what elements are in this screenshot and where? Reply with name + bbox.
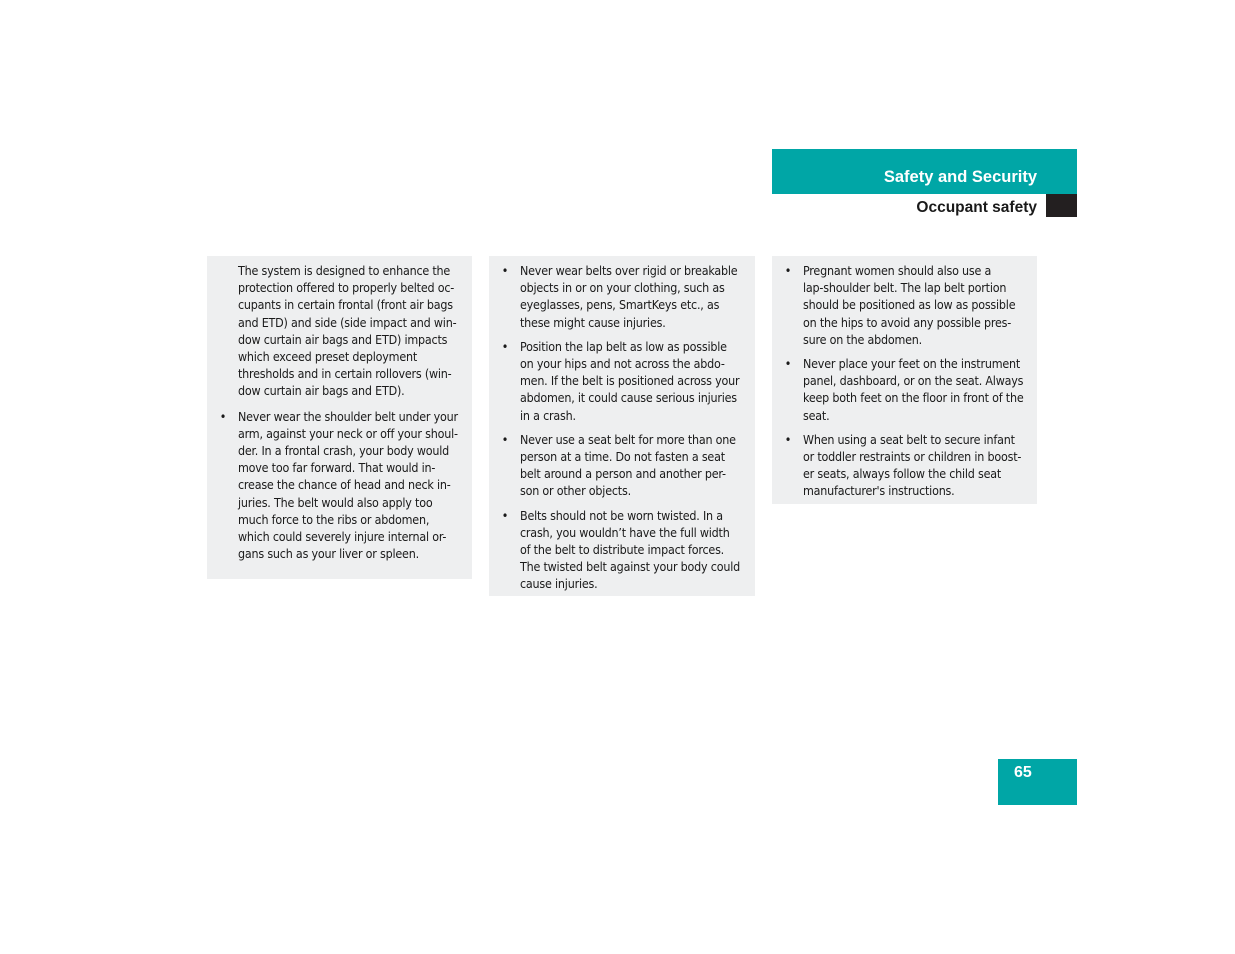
text-line: sure on the abdomen. [803, 331, 922, 347]
page-number: 65 [1014, 764, 1032, 781]
bullet-item [781, 355, 1029, 424]
paragraph-item [216, 262, 464, 400]
text-line: arm, against your neck or off your shoul- [238, 425, 458, 441]
bullet-marker: • [784, 431, 792, 447]
bullet-marker: • [501, 507, 509, 523]
bullet-item [498, 507, 747, 593]
text-line: Pregnant women should also use a [803, 263, 992, 278]
text-line: in a crash. [520, 407, 576, 423]
item-text [520, 431, 747, 500]
bullet-marker: • [501, 263, 509, 278]
bullet-marker: • [784, 356, 792, 372]
item-text [238, 262, 464, 400]
bullet-item [781, 262, 1029, 348]
bullet-item [498, 431, 747, 500]
page-number-box [998, 759, 1077, 805]
text-line: crease the chance of head and neck in- [238, 477, 451, 493]
text-line: abdomen, it could cause serious injuries [520, 390, 737, 406]
item-text [520, 338, 747, 424]
text-line: belt around a person and another per- [520, 466, 726, 482]
text-line: The twisted belt against your body could [520, 559, 740, 575]
text-line: cupants in certain frontal (front air bags [238, 297, 453, 313]
text-line: dow curtain air bags and ETD). [238, 383, 405, 399]
item-text [803, 262, 1029, 348]
bullet-item [498, 262, 747, 331]
text-line: crash, you wouldn’t have the full width [520, 524, 730, 540]
text-line: of the belt to distribute impact forces. [520, 542, 725, 558]
subsection-title: Occupant safety [916, 199, 1037, 216]
text-line: eyeglasses, pens, SmartKeys etc., as [520, 297, 720, 313]
bullet-marker: • [219, 408, 227, 424]
text-line: Never place your feet on the instrument [803, 356, 1021, 372]
section-title: Safety and Security [883, 168, 1037, 186]
text-line: which could severely injure internal or- [238, 529, 447, 545]
text-line: protection offered to properly belted oc- [238, 280, 455, 296]
text-line: lap-shoulder belt. The lap belt portion [803, 280, 1007, 296]
text-line: on the hips to avoid any possible pres- [803, 314, 1012, 330]
text-line: should be positioned as low as possible [803, 297, 1016, 313]
text-line: Never wear belts over rigid or breakable [520, 263, 738, 278]
text-line: Never wear the shoulder belt under your [238, 408, 458, 424]
text-line: Position the lap belt as low as possible [520, 338, 727, 354]
text-line: juries. The belt would also apply too [238, 494, 433, 510]
text-line: which exceed preset deployment [238, 349, 418, 365]
text-line: er seats, always follow the child seat [803, 466, 1002, 482]
text-line: Never use a seat belt for more than one [520, 431, 736, 447]
bullet-item [498, 338, 747, 424]
text-line: much force to the ribs or abdomen, [238, 511, 430, 527]
item-text [520, 507, 747, 593]
text-line: and ETD) and side (side impact and win- [238, 314, 457, 330]
column-list [498, 262, 747, 593]
text-line: panel, dashboard, or on the seat. Always [803, 373, 1024, 389]
section-header [772, 149, 1077, 194]
item-text [238, 408, 464, 563]
text-line: thresholds and in certain rollovers (win- [238, 366, 452, 382]
text-line: keep both feet on the floor in front of the [803, 390, 1024, 406]
text-line: person at a time. Do not fasten a seat [520, 449, 725, 465]
text-line: on your hips and not across the abdo- [520, 356, 725, 372]
item-text [520, 262, 747, 331]
text-column-3 [772, 256, 1037, 504]
bullet-item [216, 408, 464, 563]
text-line: seat. [803, 407, 830, 423]
bullet-marker: • [501, 431, 509, 447]
text-line: gans such as your liver or spleen. [238, 546, 419, 562]
text-column-2 [489, 256, 755, 596]
item-text [803, 355, 1029, 424]
bullet-marker: • [501, 338, 509, 354]
text-line: men. If the belt is positioned across your [520, 373, 740, 389]
text-line: der. In a frontal crash, your body would [238, 443, 450, 459]
text-line: objects in or on your clothing, such as [520, 280, 725, 296]
text-line: When using a seat belt to secure infant [803, 431, 1015, 447]
bullet-marker: • [784, 263, 792, 278]
text-line: son or other objects. [520, 483, 631, 499]
column-list [216, 262, 464, 562]
text-line: Belts should not be worn twisted. In a [520, 507, 723, 523]
bullet-item [781, 431, 1029, 500]
text-line: dow curtain air bags and ETD) impacts [238, 331, 448, 347]
item-text [803, 431, 1029, 500]
text-line: or toddler restraints or children in boost- [803, 449, 1022, 465]
text-column-1 [207, 256, 472, 579]
text-line: cause injuries. [520, 576, 598, 592]
text-line: these might cause injuries. [520, 314, 666, 330]
column-list [781, 262, 1029, 500]
subsection-marker [1046, 194, 1077, 217]
text-line: move too far forward. That would in- [238, 460, 436, 476]
text-line: manufacturer's instructions. [803, 483, 955, 499]
text-line: The system is designed to enhance the [238, 263, 451, 278]
